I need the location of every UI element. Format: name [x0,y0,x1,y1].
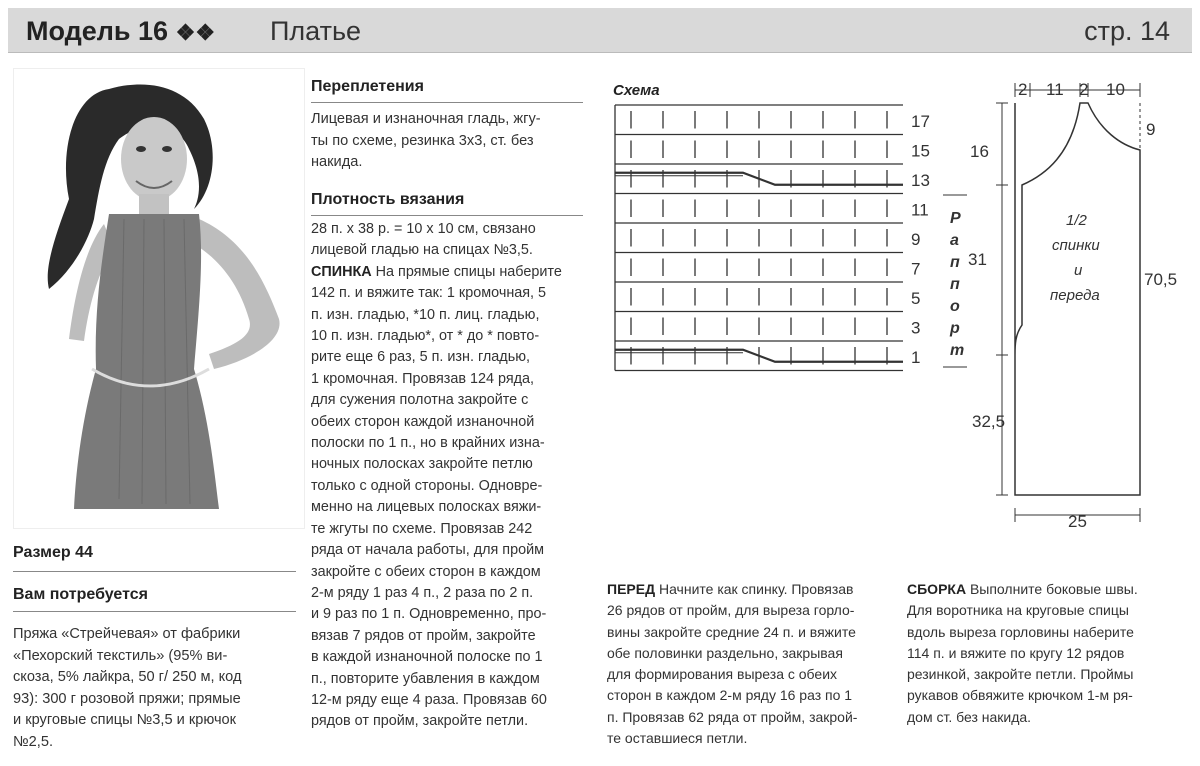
pattern-label-3: переда [1050,287,1100,304]
repeat-label-letter: о [950,298,960,315]
dim-9: 9 [1146,120,1156,139]
schema-title: Схема [613,82,660,99]
weave-divider [311,102,583,103]
materials-heading: Вам потребуется [13,586,148,603]
repeat-label-letter: п [950,276,960,293]
diamond-ornament-icon: ❖❖ [175,20,216,45]
knitting-chart [605,95,975,380]
garment-title: Платье [270,16,362,46]
page-number: стр. 14 [1084,16,1170,46]
density-heading: Плотность вязания [311,191,465,208]
dim-32-5: 32,5 [972,412,1006,431]
materials-divider [13,611,296,612]
model-title: Модель 16 ❖❖ [26,16,216,46]
chart-row-number: 1 [911,347,921,367]
size-divider [13,571,296,572]
page-header [8,8,1192,53]
chart-row-number: 17 [911,111,930,131]
weave-heading: Переплетения [311,78,424,95]
dim-25: 25 [1068,512,1087,531]
chart-row-number: 5 [911,288,921,308]
pattern-label-0: 1/2 [1066,212,1087,229]
chart-row-number: 11 [911,200,929,220]
repeat-label-letter: а [950,232,959,249]
chart-row-number: 15 [911,141,930,161]
materials-text: Пряжа «Стрейчевая» от фабрики «Пехорский текстиль» (95% ви- скоза, 5% лайкра, 50 г/ 250 м, код 93): 300 г розовой пряжи; прямые и круговые спицы №3,5 и крючок №2,5. [13,626,242,750]
dim-top-1: 11 [1046,80,1064,99]
repeat-label-letter: р [950,320,960,337]
dim-top-2: 2 [1079,80,1089,99]
dim-top-3: 10 [1106,80,1125,99]
size-label: Размер 44 [13,544,93,561]
assembly-text: СБОРКА Выполните боковые швы. Для воротника на круговые спицы вдоль выреза горловины наберите 114 п. и вяжите по кругу 12 рядов резинкой, закройте петли. Проймы рукавов обвяжите крючком 1-м ря- дом ст. без накида. [907,581,1138,725]
chart-row-number: 9 [911,229,921,249]
front-text: ПЕРЕД Начните как спинку. Провязав 26 рядов от пройм, для выреза горло- вины закройте средние 24 п. и вяжите обе половинки раздельно, закрывая для формирования выреза с обеих сторон в каждом 2-м ряду 16 раз по 1 п. Провязав 62 ряда от пройм, закрой- те оставшиеся петли. [607,581,858,747]
instructions-text: 28 п. х 38 р. = 10 х 10 см, связано лицевой гладью на спицах №3,5. СПИНКА На прямые спицы наберите 142 п. и вяжите так: 1 кромочная, 5 п. изн. гладью, *10 п. лиц. гладью, 10 п. изн. гладью*, от * до * повто- рите еще 6 раз, 5 п. изн. гладью, 1 кромочная. Провязав 124 ряда, для сужения полотна закройте с обеих сторон каждой изнаночной полоски по 1 п., но в крайних изна- ночных полосках закройте петлю только с одной стороны. Одновре- менно на лицевых полосках вяжи- те жгуты по схеме. Провязав 242 ряда от начала работы, для пройм закройте с обеих сторон в каждом 2-м ряду 1 раз 4 п., 2 раза по 2 п. и 9 раз по 1 п. Одновременно, про- вязав 7 рядов от пройм, закройте в каждой изнаночной полоске по 1 п., повторите убавления в каждом 12-м ряду еще 4 раза. Провязав 60 рядов от пройм, закройте петли. [311,221,562,730]
dim-31: 31 [968,250,987,269]
dim-top-0: 2 [1018,80,1028,99]
dim-16: 16 [970,142,989,161]
density-divider [311,215,583,216]
pattern-outline [960,75,1190,535]
chart-row-number: 3 [911,318,921,338]
repeat-label-letter: п [950,254,960,271]
dim-70-5: 70,5 [1144,270,1178,289]
repeat-label-letter: т [950,342,965,359]
chart-row-number: 7 [911,259,921,279]
weave-text: Лицевая и изнаночная гладь, жгу- ты по схеме, резинка 3х3, ст. без накида. [311,111,541,170]
pattern-label-1: спинки [1052,237,1100,254]
model-photo [13,68,305,529]
chart-row-number: 13 [911,170,930,190]
repeat-label-letter: Р [950,210,961,227]
pattern-label-2: и [1074,262,1083,279]
